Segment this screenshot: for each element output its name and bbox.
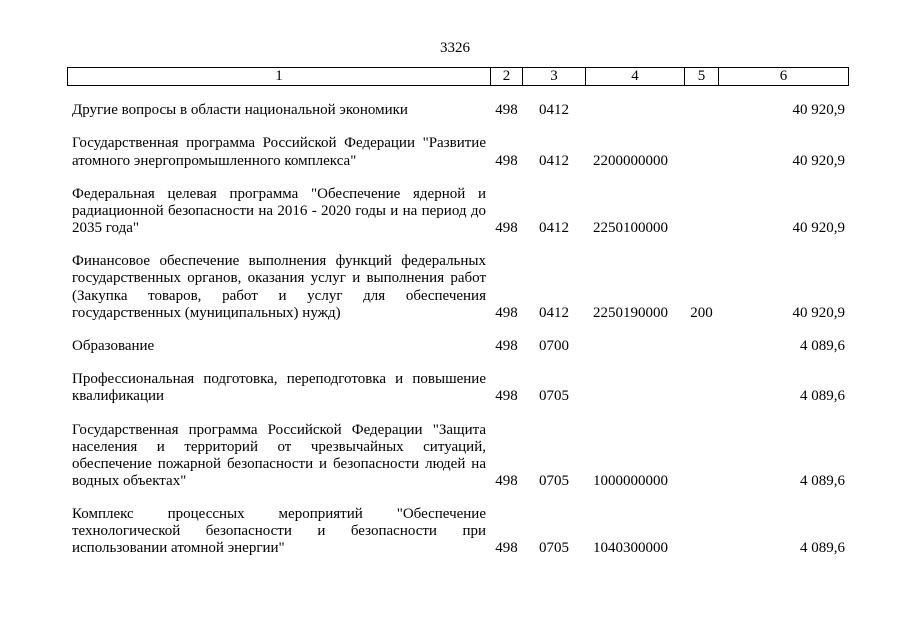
section-code-cell: 0412 bbox=[539, 152, 569, 169]
section-code-cell: 0700 bbox=[539, 337, 569, 354]
item-name-line: Образование bbox=[72, 337, 155, 354]
expense-type-cell: 200 bbox=[690, 304, 713, 321]
item-name-cell bbox=[68, 253, 491, 321]
target-article-cell: 1040300000 bbox=[593, 540, 668, 557]
gov-code-cell: 498 bbox=[495, 304, 518, 321]
item-name-line: Комплекс процессных мероприятий "Обеспечение bbox=[72, 506, 486, 523]
gov-code-cell: 498 bbox=[495, 102, 518, 119]
table-row bbox=[68, 237, 849, 322]
header-cell-6: 6 bbox=[719, 68, 849, 85]
item-name-line: технологической безопасности и безопасности при bbox=[72, 523, 486, 540]
item-name-line: радиационной безопасности на 2016 - 2020 годы и на период до bbox=[72, 202, 486, 219]
target-article-cell: 1000000000 bbox=[593, 472, 668, 489]
header-cell-4: 4 bbox=[586, 68, 685, 85]
table-row bbox=[68, 355, 849, 405]
amount-cell: 4 089,6 bbox=[800, 388, 845, 405]
item-name-line: Другие вопросы в области национальной экономики bbox=[72, 102, 408, 119]
item-name-cell bbox=[68, 102, 491, 119]
item-name-line: обеспечение пожарной безопасности и безопасности людей на bbox=[72, 455, 486, 472]
item-name-cell bbox=[68, 371, 491, 405]
target-article-cell: 2250100000 bbox=[593, 220, 668, 237]
table-header-row bbox=[67, 67, 849, 86]
item-name-line: Государственная программа Российской Федерации "Развитие bbox=[72, 135, 486, 152]
item-name-cell bbox=[68, 338, 491, 355]
header-cell-5: 5 bbox=[685, 68, 719, 85]
item-name-cell bbox=[68, 422, 491, 490]
amount-cell: 40 920,9 bbox=[792, 102, 845, 119]
table-row bbox=[68, 405, 849, 490]
gov-code-cell: 498 bbox=[495, 540, 518, 557]
item-name-line: атомного энергопромышленного комплекса" bbox=[72, 152, 357, 169]
amount-cell: 4 089,6 bbox=[800, 472, 845, 489]
table-row bbox=[68, 86, 849, 119]
gov-code-cell: 498 bbox=[495, 220, 518, 237]
section-code-cell: 0705 bbox=[539, 540, 569, 557]
target-article-cell: 2250190000 bbox=[593, 304, 668, 321]
item-name-line: водных объектах" bbox=[72, 472, 187, 489]
item-name-line: Государственная программа Российской Федерации "Защита bbox=[72, 421, 486, 438]
amount-cell: 4 089,6 bbox=[800, 540, 845, 557]
amount-cell: 40 920,9 bbox=[792, 152, 845, 169]
item-name-line: (Закупка товаров, работ и услуг для обеспечения bbox=[72, 287, 486, 304]
header-cell-1: 1 bbox=[68, 68, 491, 85]
page-number: 3326 bbox=[440, 40, 470, 56]
amount-cell: 40 920,9 bbox=[792, 304, 845, 321]
gov-code-cell: 498 bbox=[495, 472, 518, 489]
item-name-line: Профессиональная подготовка, переподготовка и повышение bbox=[72, 371, 486, 388]
item-name-cell bbox=[68, 135, 491, 169]
item-name-line: квалификации bbox=[72, 388, 165, 405]
gov-code-cell: 498 bbox=[495, 388, 518, 405]
item-name-line: Федеральная целевая программа "Обеспечение ядерной и bbox=[72, 185, 486, 202]
item-name-line: государственных органов, оказания услуг и выполнения работ bbox=[72, 270, 486, 287]
table-row bbox=[68, 119, 849, 169]
target-article-cell: 2200000000 bbox=[593, 152, 668, 169]
section-code-cell: 0412 bbox=[539, 304, 569, 321]
header-cell-2: 2 bbox=[491, 68, 523, 85]
table-row bbox=[68, 170, 849, 237]
section-code-cell: 0412 bbox=[539, 220, 569, 237]
section-code-cell: 0412 bbox=[539, 102, 569, 119]
amount-cell: 40 920,9 bbox=[792, 220, 845, 237]
item-name-line: населения и территорий от чрезвычайных ситуаций, bbox=[72, 438, 486, 455]
section-code-cell: 0705 bbox=[539, 472, 569, 489]
table-row bbox=[68, 322, 849, 355]
item-name-line: 2035 года" bbox=[72, 220, 140, 237]
table-body bbox=[67, 86, 849, 557]
amount-cell: 4 089,6 bbox=[800, 337, 845, 354]
gov-code-cell: 498 bbox=[495, 152, 518, 169]
item-name-line: использовании атомной энергии" bbox=[72, 540, 285, 557]
item-name-cell bbox=[68, 186, 491, 237]
section-code-cell: 0705 bbox=[539, 388, 569, 405]
item-name-cell bbox=[68, 506, 491, 557]
item-name-line: Финансовое обеспечение выполнения функций федеральных bbox=[72, 253, 486, 270]
header-cell-3: 3 bbox=[523, 68, 586, 85]
gov-code-cell: 498 bbox=[495, 337, 518, 354]
item-name-line: государственных (муниципальных) нужд) bbox=[72, 304, 341, 321]
table-row bbox=[68, 490, 849, 557]
